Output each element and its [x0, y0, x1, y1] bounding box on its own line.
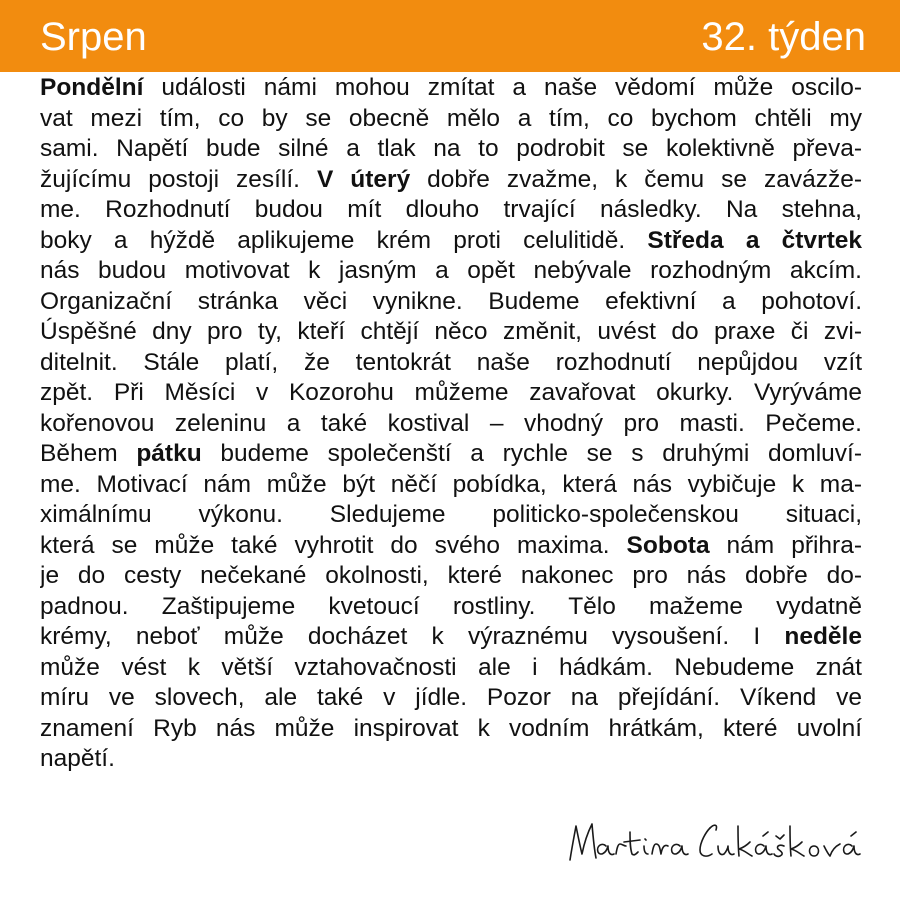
day-highlight: neděle	[784, 623, 862, 650]
article-text: zpět. Při Měsíci v Kozorohu můžeme zavařovat okurky. Vyrýváme	[40, 379, 862, 406]
article-text: nás budou motivovat k jasným a opět nebývale rozhodným akcím.	[40, 257, 862, 284]
article-text: nám přihra-	[709, 531, 862, 559]
article-line	[40, 744, 862, 775]
article-text: boky a hýždě aplikujeme krém proti celulitidě.	[40, 226, 648, 254]
article-line	[40, 348, 862, 379]
article-text: vat mezi tím, co by se obecně mělo a tím, co bychom chtěli my	[40, 104, 862, 132]
article-text: napětí.	[40, 745, 115, 772]
article-text: události námi mohou zmítat a naše vědomí může oscilo-	[143, 74, 862, 101]
article-line	[40, 287, 862, 318]
article-line	[40, 714, 862, 745]
article-line	[40, 165, 862, 196]
article-text: znamení Ryb nás může inspirovat k vodním hrátkám, které uvolní	[40, 714, 862, 742]
article-line	[40, 683, 862, 714]
article-line	[40, 134, 862, 165]
article-text: sami. Napětí bude silné a tlak na to podrobit se kolektivně převa-	[40, 135, 862, 162]
week-number: 32. týden	[701, 15, 866, 59]
article-line	[40, 561, 862, 592]
day-highlight: Pondělní	[40, 74, 144, 101]
article-line	[40, 378, 862, 409]
article-text: dobře zvažme, k čemu se zavázže-	[410, 165, 862, 193]
article-text: Úspěšné dny pro ty, kteří chtějí něco změnit, uvést do praxe či zvi-	[40, 318, 862, 345]
page-header	[0, 0, 900, 72]
horoscope-article	[40, 73, 862, 775]
day-highlight: Středa a čtvrtek	[647, 226, 862, 254]
article-text: Organizační stránka věci vynikne. Budeme efektivní a pohotoví.	[40, 287, 862, 315]
handwritten-signature-icon	[560, 802, 870, 872]
article-line	[40, 439, 862, 470]
article-text: žujícímu postoji zesílí.	[40, 165, 317, 193]
article-line	[40, 531, 862, 562]
article-text: me. Rozhodnutí budou mít dlouho trvající následky. Na stehna,	[40, 196, 862, 223]
article-text: budeme společenští a rychle se s druhými domluví-	[201, 440, 862, 467]
day-highlight: pátku	[136, 440, 202, 467]
article-line	[40, 317, 862, 348]
article-line	[40, 500, 862, 531]
article-text: ximálnímu výkonu. Sledujeme politicko-společenskou situaci,	[40, 501, 862, 528]
article-line	[40, 592, 862, 623]
article-text: padnou. Zaštipujeme kvetoucí rostliny. Tělo mažeme vydatně	[40, 592, 862, 620]
article-line	[40, 470, 862, 501]
day-highlight: V úterý	[316, 165, 411, 193]
article-text: me. Motivací nám může být něčí pobídka, která nás vybičuje k ma-	[40, 470, 862, 498]
article-line	[40, 622, 862, 653]
article-line	[40, 256, 862, 287]
article-line	[40, 409, 862, 440]
day-highlight: Sobota	[626, 531, 710, 559]
article-text: krémy, neboť může docházet k výraznému vysoušení. I	[40, 623, 785, 650]
article-line	[40, 73, 862, 104]
article-text: je do cesty nečekané okolnosti, které nakonec pro nás dobře do-	[40, 562, 862, 589]
article-text: která se může také vyhrotit do svého maxima.	[40, 531, 627, 559]
article-line	[40, 226, 862, 257]
article-line	[40, 195, 862, 226]
month-title: Srpen	[40, 15, 147, 59]
article-text: míru ve slovech, ale také v jídle. Pozor na přejídání. Víkend ve	[40, 684, 862, 711]
article-text: ditelnit. Stále platí, že tentokrát naše rozhodnutí nepůjdou vzít	[40, 348, 862, 376]
article-text: Během	[40, 440, 137, 467]
article-text: kořenovou zeleninu a také kostival – vhodný pro masti. Pečeme.	[40, 409, 862, 437]
article-text: může vést k větší vztahovačnosti ale i hádkám. Nebudeme znát	[40, 653, 862, 681]
article-line	[40, 104, 862, 135]
article-line	[40, 653, 862, 684]
